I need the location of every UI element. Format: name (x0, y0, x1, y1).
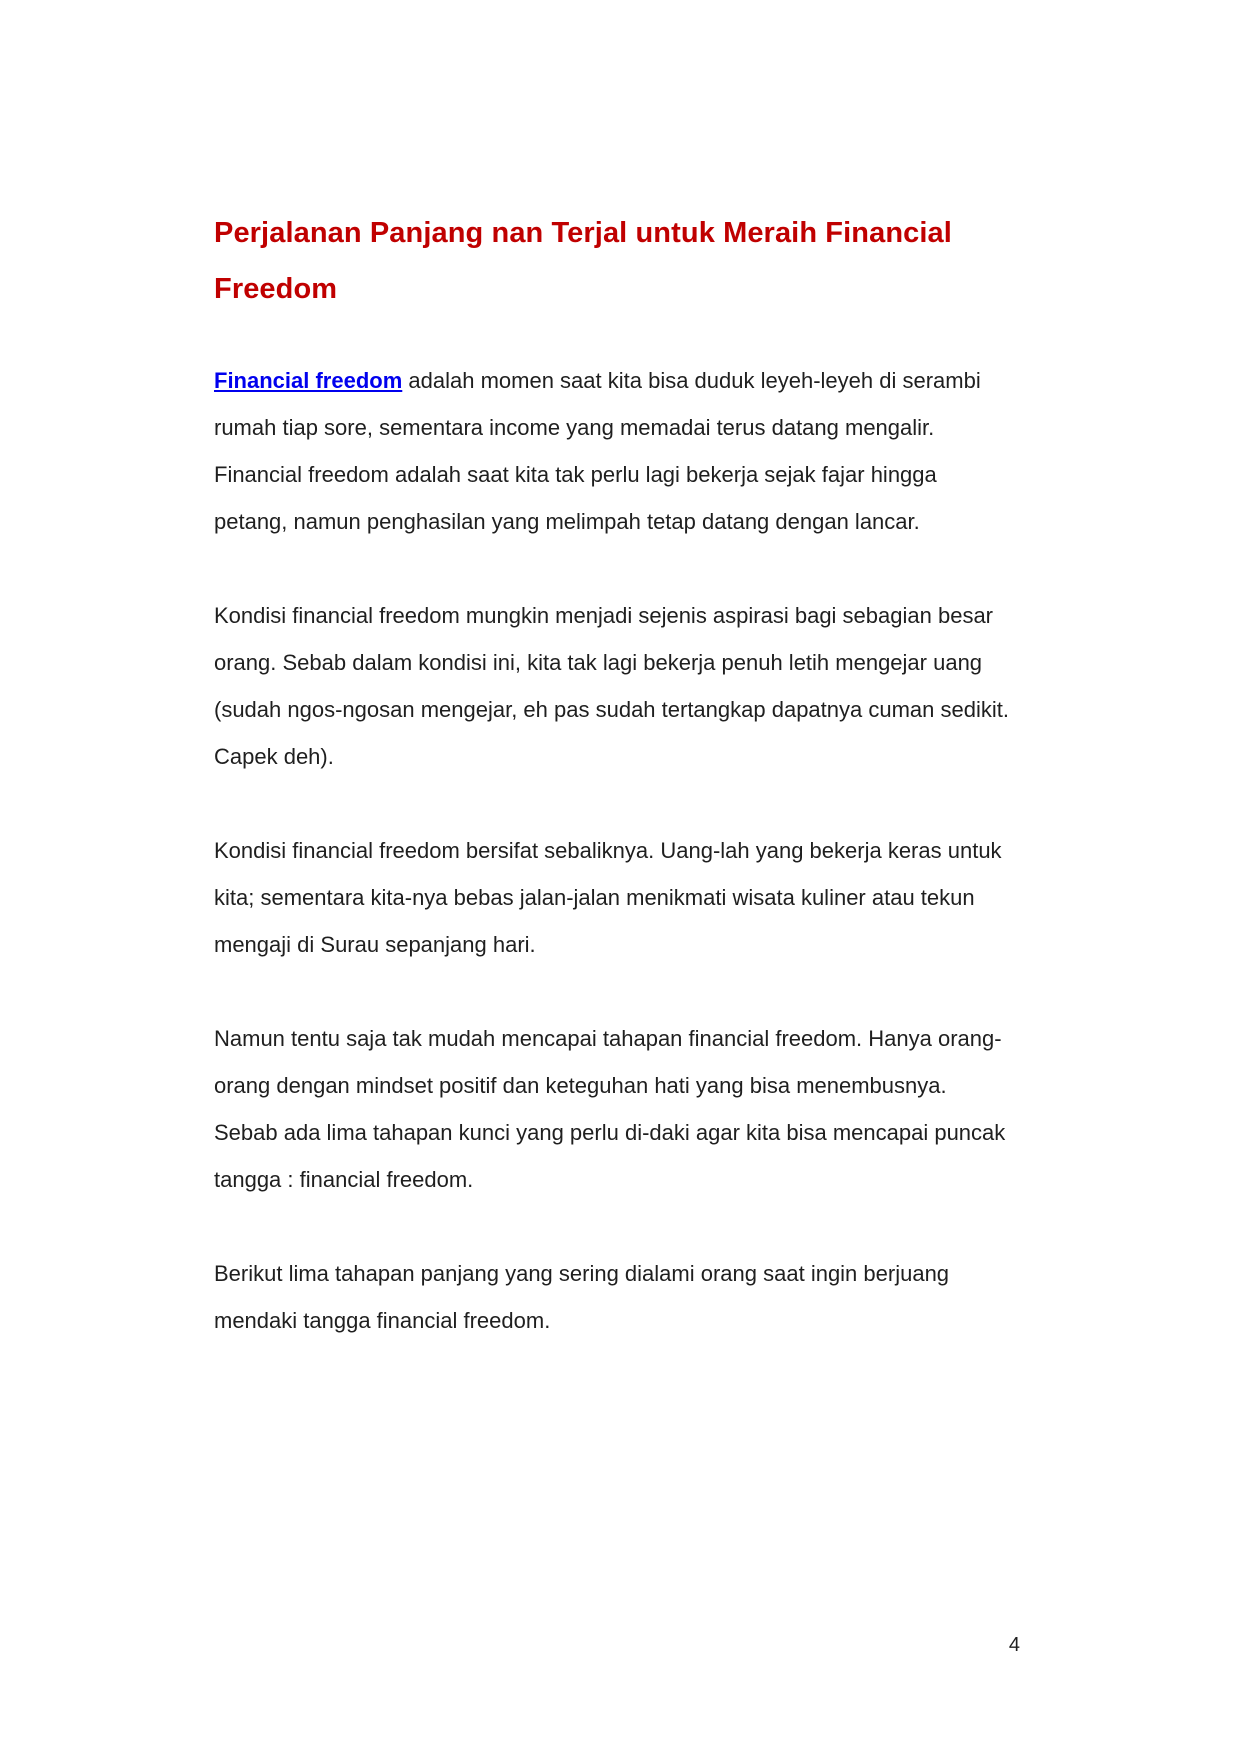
paragraph-4: Namun tentu saja tak mudah mencapai tahapan financial freedom. Hanya orang-orang dengan mindset positif dan keteguhan hati yang bisa menembusnya. Sebab ada lima tahapan kunci yang perlu di-daki agar kita bisa mencapai puncak tangga : financial freedom. (214, 1026, 1006, 1192)
paragraph-2: Kondisi financial freedom mungkin menjadi sejenis aspirasi bagi sebagian besar orang. Sebab dalam kondisi ini, kita tak lagi bekerja penuh letih mengejar uang (sudah ngos-ngosan mengejar, eh pas sudah tertangkap dapatnya cuman sedikit. Capek deh). (214, 603, 1009, 769)
paragraph-1 (214, 357, 1014, 545)
page-title: Perjalanan Panjang nan Terjal untuk Meraih Financial Freedom (214, 217, 952, 305)
paragraph-5: Berikut lima tahapan panjang yang sering dialami orang saat ingin berjuang mendaki tangga financial freedom. (214, 1261, 950, 1333)
page-number: 4 (1008, 1634, 1020, 1656)
paragraph-3: Kondisi financial freedom bersifat sebaliknya. Uang-lah yang bekerja keras untuk kita; sementara kita-nya bebas jalan-jalan menikmati wisata kuliner atau tekun mengaji di Surau sepanjang hari. (214, 838, 1002, 957)
financial-freedom-link[interactable]: Financial freedom (214, 368, 403, 393)
page-content (214, 205, 1014, 1344)
paragraph-1-text: adalah momen saat kita bisa duduk leyeh-leyeh di serambi rumah tiap sore, sementara income yang memadai terus datang mengalir. Financial freedom adalah saat kita tak perlu lagi bekerja sejak fajar hingga petang, namun penghasilan yang melimpah tetap datang dengan lancar. (214, 368, 981, 534)
